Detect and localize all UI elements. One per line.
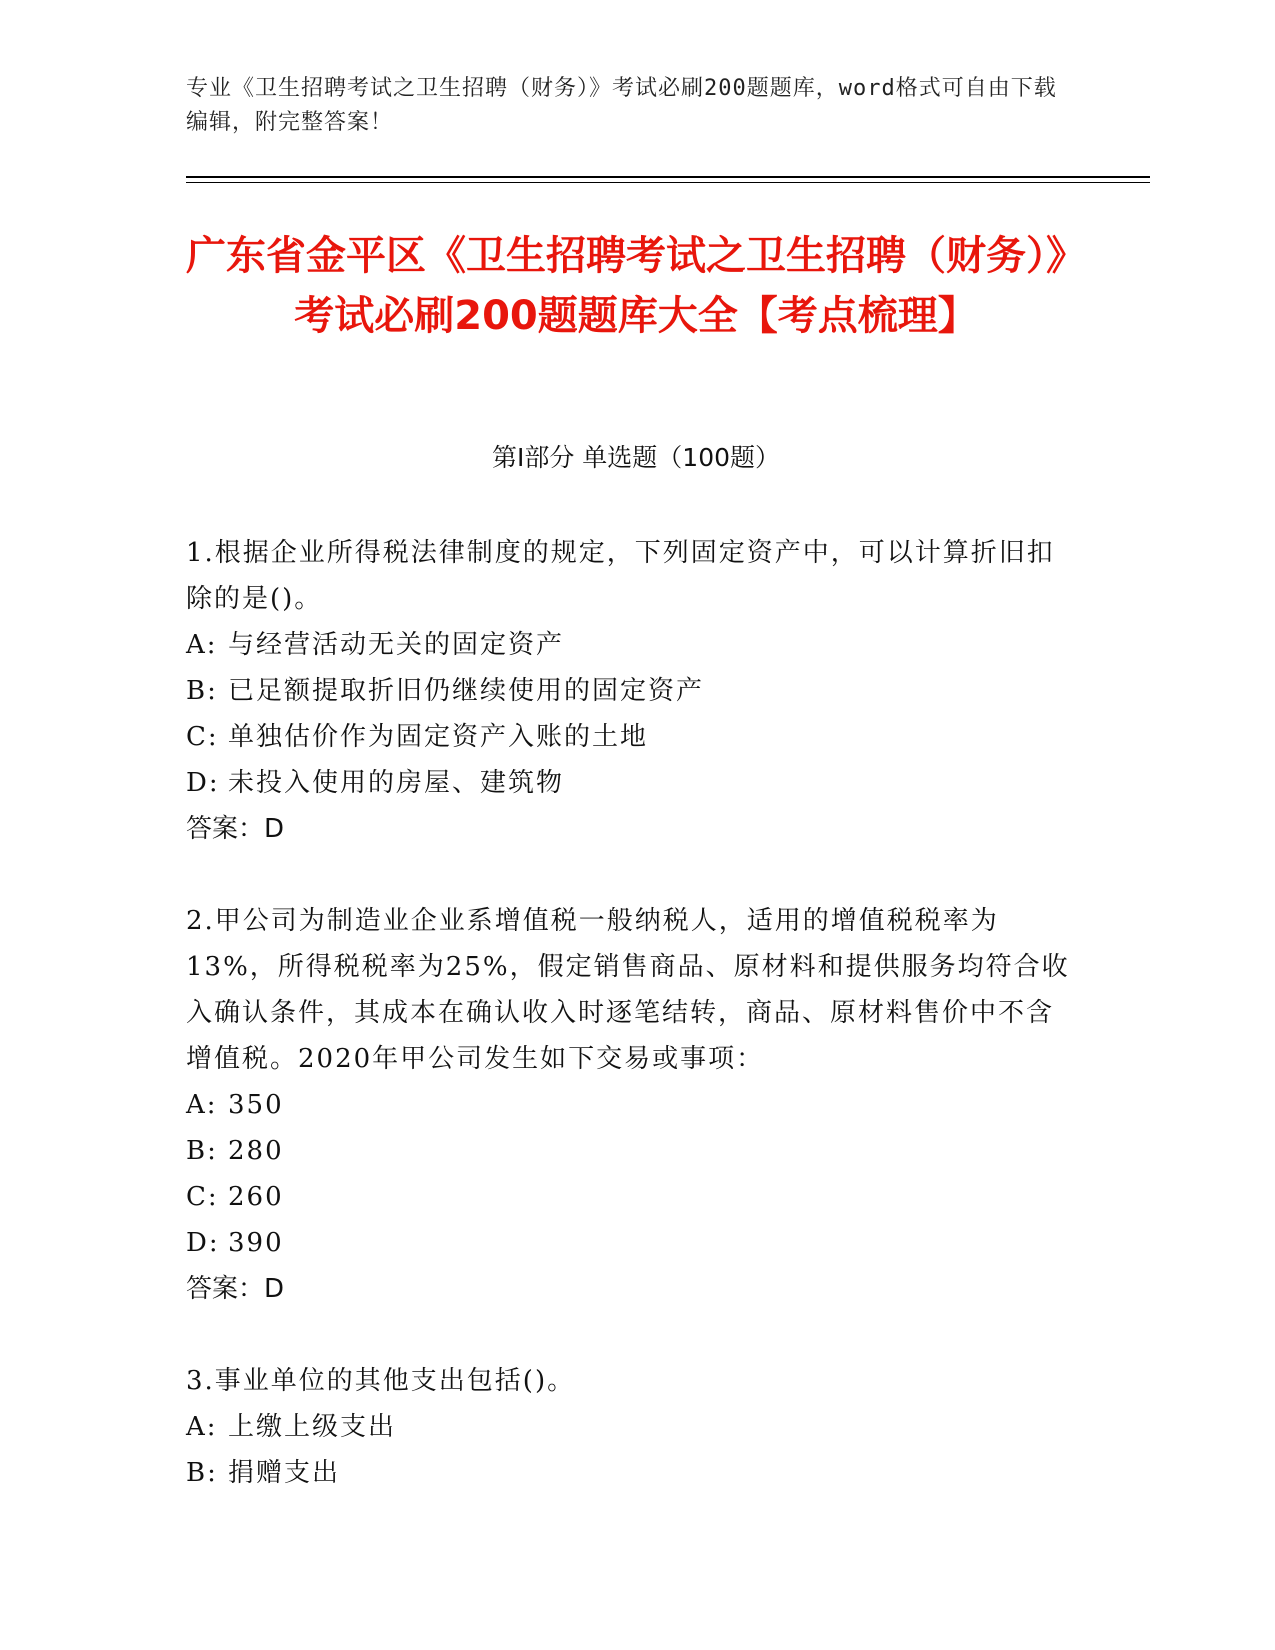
option-letter: A: xyxy=(186,630,218,660)
option-letter: B: xyxy=(186,1458,218,1488)
question-stem: 2.甲公司为制造业企业系增值税一般纳税人，适用的增值税税率为13%，所得税税率为25%，假定销售商品、原材料和提供服务均符合收入确认条件，其成本在确认收入时逐笔结转，商品、原材料售价中不含增值税。2020年甲公司发生如下交易或事项： xyxy=(186,906,1070,1074)
option-text: 上缴上级支出 xyxy=(228,1412,397,1442)
option-b xyxy=(186,1128,1076,1174)
option-text: 已足额提取折旧仍继续使用的固定资产 xyxy=(228,676,705,706)
question-3 xyxy=(186,1358,1076,1496)
header-rule-thin xyxy=(186,182,1150,183)
option-c xyxy=(186,1174,1076,1220)
option-text: 单独估价作为固定资产入账的土地 xyxy=(228,722,649,752)
option-text: 390 xyxy=(228,1228,284,1258)
option-a xyxy=(186,622,1076,668)
question-1 xyxy=(186,530,1076,852)
option-text: 350 xyxy=(228,1090,284,1120)
option-letter: C: xyxy=(186,1182,219,1212)
option-text: 280 xyxy=(228,1136,284,1166)
option-letter: A: xyxy=(186,1090,218,1120)
header-rule-thick xyxy=(186,176,1150,178)
option-b xyxy=(186,668,1076,714)
option-c xyxy=(186,714,1076,760)
option-text: 捐赠支出 xyxy=(228,1458,341,1488)
option-letter: C: xyxy=(186,722,219,752)
option-letter: D: xyxy=(186,1228,220,1258)
header-note: 专业《卫生招聘考试之卫生招聘（财务）》考试必刷200题题库，word格式可自由下载编辑，附完整答案！ xyxy=(186,76,1057,135)
option-letter: B: xyxy=(186,1136,218,1166)
option-text: 与经营活动无关的固定资产 xyxy=(228,630,565,660)
option-d xyxy=(186,760,1076,806)
option-d xyxy=(186,1220,1076,1266)
answer-line: 答案：D xyxy=(186,1274,285,1304)
section-heading: 第I部分 单选题（100题） xyxy=(491,443,781,472)
question-list xyxy=(186,530,1076,1542)
option-letter: D: xyxy=(186,768,220,798)
option-text: 未投入使用的房屋、建筑物 xyxy=(228,768,565,798)
option-a xyxy=(186,1082,1076,1128)
option-a xyxy=(186,1404,1076,1450)
option-b xyxy=(186,1450,1076,1496)
document-title: 广东省金平区《卫生招聘考试之卫生招聘（财务）》考试必刷200题题库大全【考点梳理】 xyxy=(186,233,1086,339)
option-letter: B: xyxy=(186,676,218,706)
option-letter: A: xyxy=(186,1412,218,1442)
question-2 xyxy=(186,898,1076,1312)
answer-line: 答案：D xyxy=(186,814,285,844)
question-stem: 1.根据企业所得税法律制度的规定，下列固定资产中，可以计算折旧扣除的是()。 xyxy=(186,538,1055,614)
option-text: 260 xyxy=(228,1182,284,1212)
question-stem: 3.事业单位的其他支出包括()。 xyxy=(186,1366,576,1396)
